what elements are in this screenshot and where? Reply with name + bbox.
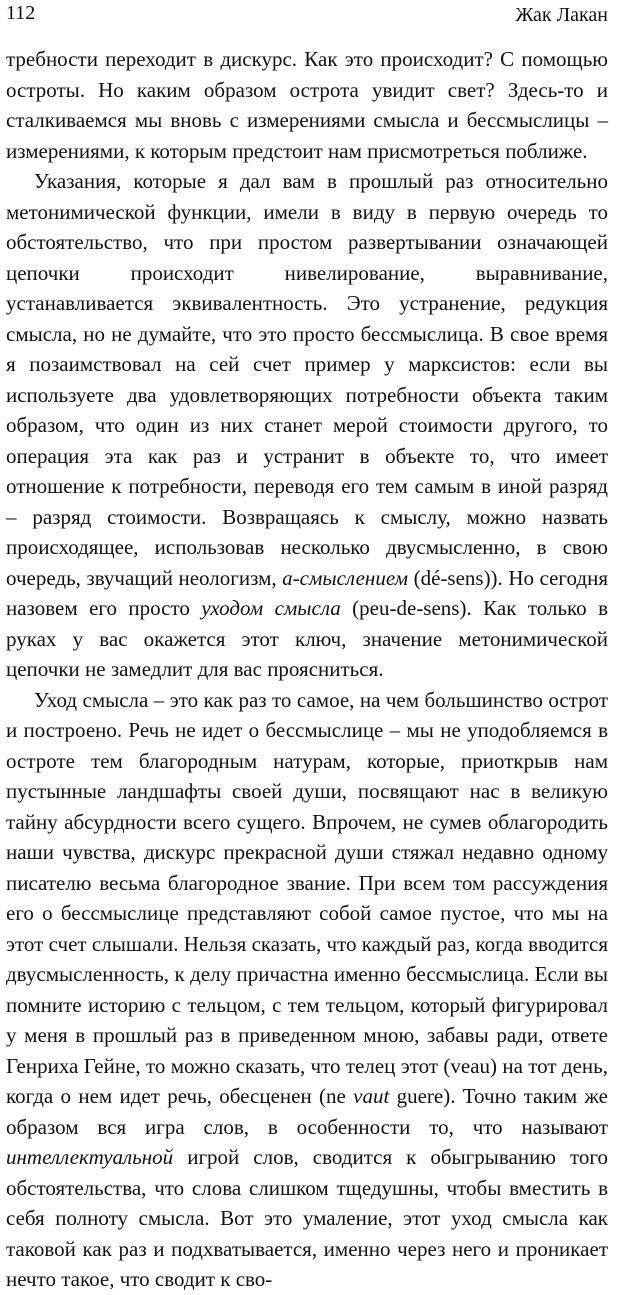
paragraph-1 <box>6 44 608 166</box>
paragraph-run: игрой слов, сводится к обыгрыванию того обстоятельства, что слова слишком тщедушны, чтобы вместить в себя полноту смысла. Вот это умаление, этот уход смысла как таковой как раз и подхватывается, именно через него и проникает нечто такое, что сводит к сво- <box>6 1145 608 1291</box>
paragraph-run: Уход смысла – это как раз то самое, на чем большинство острот и построено. Речь не идет о бессмыслице – мы не уподобляемся в остроте тем благородным натурам, которые, приоткрыв нам пустынные ландшафты своей души, посвящают нас в великую тайну абсурдности всего сущего. Впрочем, не сумев облагородить наши чувства, дискурс прекрасной души стяжал недавно одному писателю весьма благородное звание. При всем том рассуждения его о бессмыслице представляют собой самое пустое, что мы на этот счет слышали. Нельзя сказать, что каждый раз, когда вводится двусмысленность, к делу причастна именно бессмыслица. Если вы помните историю с тельцом, с тем тельцом, который фигурировал у меня в прошлый раз в приведенном мною, забавы ради, ответе Генриха Гейне, то можно сказать, что телец этот (veau) на тот день, когда о нем идет речь, обесценен (ne <box>6 687 608 1108</box>
page-header <box>6 0 608 40</box>
paragraph-run: Указания, которые я дал вам в прошлый раз относительно метонимической функции, имели в виду в первую очередь то обстоятельство, что при простом развертывании означающей цепочки происходит нивелирование, выравнивание, устанавливается эквивалентность. Это устранение, редукция смысла, но не думайте, что это просто бессмыслица. В свое время я позаимствовал на сей счет пример у марксистов: если вы используете два удовлетворяющих потребности объекта таким образом, что один из них станет мерой стоимости другого, то операция эта как раз и устранит в объекте то, что имеет отношение к потребности, переводя его тем самым в иной разряд – разряд стоимости. Возвращаясь к смыслу, можно назвать происходящее, использовав несколько двусмысленно, в свою очередь, звучащий неологизм, <box>6 169 608 590</box>
body-text <box>6 44 608 1295</box>
paragraph-run: (peu-de-sens). Как только в руках у вас окажется этот ключ, значение метонимической цепочки не замедлит для вас проясниться. <box>6 596 609 681</box>
paragraph-3 <box>6 685 608 1295</box>
page-number: 112 <box>6 2 36 24</box>
paragraph-2 <box>6 166 608 685</box>
italic-term: уходом смысла <box>201 596 341 620</box>
italic-term: vaut <box>353 1084 390 1108</box>
paragraph-run: (dé-sens)). Но сегодня назовем его просто <box>6 565 608 620</box>
italic-term: а-смыслением <box>282 565 409 590</box>
paragraph-run: guere). Точно таким же образом вся игра слов, в особенности то, что называют <box>6 1084 608 1139</box>
paragraph-run: требности переходит в дискурс. Как это происходит? С помощью остроты. Но каким образом острота увидит свет? Здесь-то и сталкиваемся мы вновь с измерениями смысла и бессмыслицы – измерениями, к которым предстоит нам присмотреться поближе. <box>6 47 608 163</box>
italic-term: интеллектуальной <box>6 1145 174 1169</box>
running-head: Жак Лакан <box>515 4 608 26</box>
